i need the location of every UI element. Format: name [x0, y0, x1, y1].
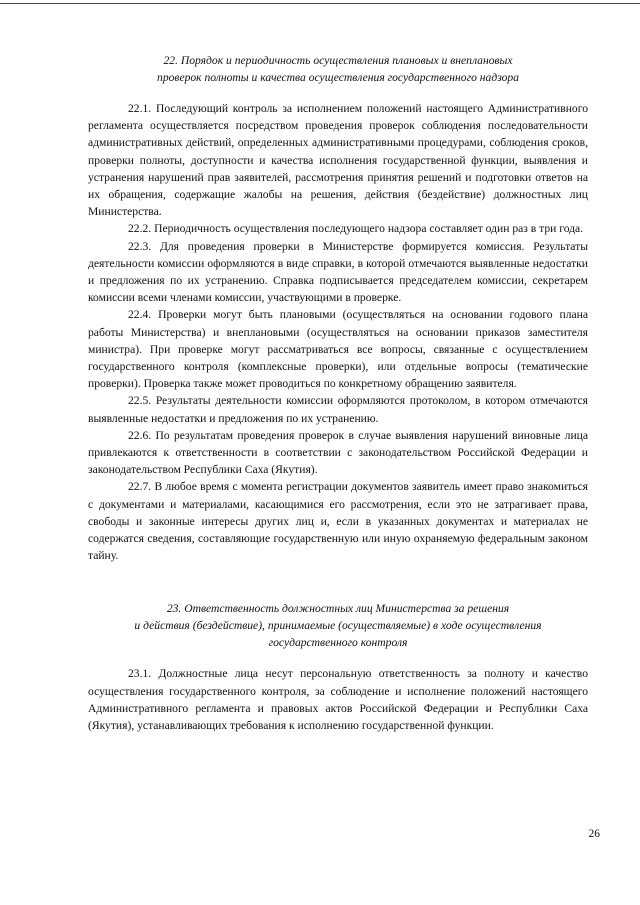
document-page	[88, 52, 588, 734]
paragraph-22-7: 22.7. В любое время с момента регистрации документов заявитель имеет право знакомиться с документами и материалами, касающимися его рассмотрения, если это не затрагивает права, свободы и законные интересы других лиц и, если в указанных документах и материалах не содержатся сведения, составляющие государственную или иную охраняемую федеральным законом тайну.	[88, 480, 588, 563]
paragraph-22-3: 22.3. Для проведения проверки в Министерстве формируется комиссия. Результаты деятельности комиссии оформляются в виде справки, в которой отмечаются выявленные недостатки и предложения по их устранению. Справка подписывается председателем комиссии, секретарем комиссии всеми членами комиссии, участвующими в проверке.	[88, 239, 588, 305]
paragraph-22-4: 22.4. Проверки могут быть плановыми (осуществляться на основании годового плана работы Министерства) и внеплановыми (осуществляться на основании приказов заместителя министра). При проверке могут рассматриваться все вопросы, связанные с осуществлением государственного контроля (комплексные проверки), или отдельные вопросы (тематические проверки). Проверка также может проводиться по конкретному обращению заявителя.	[88, 308, 588, 391]
paragraph-22-5: 22.5. Результаты деятельности комиссии оформляются протоколом, в котором отмечаются выявленные недостатки и предложения по их устранению.	[88, 394, 588, 425]
top-scan-border	[0, 3, 640, 4]
section-23-heading-line-1: 23. Ответственность должностных лиц Министерства за решения	[166, 602, 510, 616]
section-22-heading	[88, 52, 588, 86]
section-23-heading	[88, 600, 588, 651]
paragraph-22-1: 22.1. Последующий контроль за исполнением положений настоящего Административного регламента осуществляется посредством проведения проверок соблюдения последовательности административных действий, определенных административными процедурами, соблюдения сроков, проверки полноты, доступности и качества исполнения государственной функции, выявления и устранения нарушений прав заявителей, рассмотрения принятия решений и подготовки ответов на их обращения, содержащие жалобы на решения, действия (бездействие) должностных лиц Министерства.	[88, 102, 588, 219]
section-22-heading-line-2: проверок полноты и качества осуществления государственного надзора	[157, 71, 519, 84]
section-spacer	[88, 564, 588, 600]
section-22-heading-line-1: 22. Порядок и периодичность осуществления плановых и внеплановых	[163, 54, 513, 67]
section-23-heading-line-2: и действия (бездействие), принимаемые (осуществляемые) в ходе осуществления	[134, 619, 542, 633]
paragraph-22-6: 22.6. По результатам проведения проверок в случае выявления нарушений виновные лица привлекаются к ответственности в соответствии с законодательством Российской Федерации и законодательством Республики Саха (Якутия).	[88, 428, 588, 477]
paragraph-22-2: 22.2. Периодичность осуществления последующего надзора составляет один раз в три года.	[128, 222, 584, 236]
section-23-heading-line-3: государственного контроля	[268, 636, 408, 650]
paragraph-23-1: 23.1. Должностные лица несут персональную ответственность за полноту и качество осуществления государственного контроля, за соблюдение и исполнение положений настоящего Административного регламента и правовых актов Российской Федерации и Республики Саха (Якутия), устанавливающих требования к исполнению государственной функции.	[88, 667, 588, 733]
page-number: 26	[588, 828, 600, 840]
